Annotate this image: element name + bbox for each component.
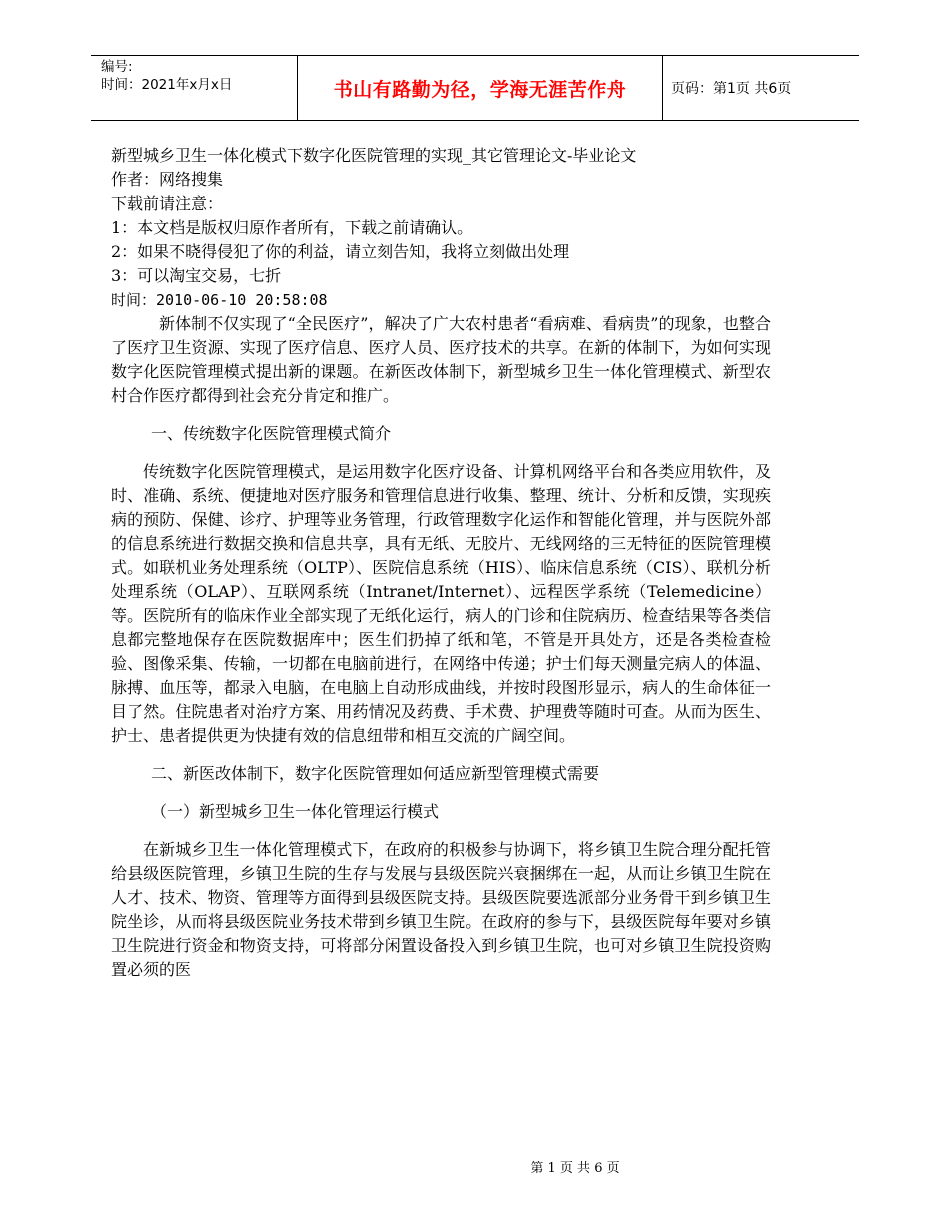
intro-paragraph: 新体制不仅实现了“全民医疗”，解决了广大农村患者“看病难、看病贵”的现象，也整合了医疗卫生资源、实现了医疗信息、医疗人员、医疗技术的共享。在新的体制下，为如何实现数字化医院管理模式提出新的课题。在新医改体制下，新型城乡卫生一体化管理模式、新型农村合作医疗都得到社会充分肯定和推广。 [111, 314, 771, 405]
header-page-info: 页码：第1页 共6页 [671, 81, 792, 97]
header-meta [91, 56, 297, 120]
notice-item-1: 1：本文档是版权归原作者所有，下载之前请确认。 [111, 218, 474, 237]
section-heading-2: 二、新医改体制下，数字化医院管理如何适应新型管理模式需要 [151, 764, 600, 783]
document-title: 新型城乡卫生一体化模式下数字化医院管理的实现_其它管理论文-毕业论文 [111, 146, 637, 165]
header-motto: 书山有路勤为径，学海无涯苦作舟 [333, 78, 627, 101]
footer-page-number: 第 1 页 共 6 页 [530, 1161, 620, 1176]
document-body [111, 144, 771, 982]
notice-item-2: 2：如果不晓得侵犯了你的利益，请立刻告知，我将立刻做出处理 [111, 242, 570, 261]
page-footer [0, 1157, 950, 1176]
subsection-heading-1: （一）新型城乡卫生一体化管理运行模式 [151, 802, 440, 821]
notice-heading: 下载前请注意： [111, 194, 224, 213]
section-1-paragraph: 传统数字化医院管理模式，是运用数字化医疗设备、计算机网络平台和各类应用软件，及时、准确、系统、便捷地对医疗服务和管理信息进行收集、整理、统计、分析和反馈，实现疾病的预防、保健、诊疗、护理等业务管理，行政管理数字化运作和智能化管理，并与医院外部的信息系统进行数据交换和信息共享，具有无纸、无胶片、无线网络的三无特征的医院管理模式。如联机业务处理系统（OLTP）、医院信息系统（HIS）、临床信息系统（CIS）、联机分析处理系统（OLAP）、互联网系统（Intranet/Internet）、远程医学系统（Telemedicine）等。医院所有的临床作业全部实现了无纸化运行，病人的门诊和住院病历、检查结果等各类信息都完整地保存在医院数据库中；医生们扔掉了纸和笔，不管是开具处方，还是各类检查检验、图像采集、传输，一切都在电脑前进行，在网络中传递；护士们每天测量完病人的体温、脉搏、血压等，都录入电脑，在电脑上自动形成曲线，并按时段图形显示，病人的生命体征一目了然。住院患者对治疗方案、用药情况及药费、手术费、护理费等随时可查。从而为医生、护士、患者提供更为快捷有效的信息纽带和相互交流的广阔空间。 [111, 462, 771, 745]
header-motto-cell [297, 56, 663, 120]
section-heading-1: 一、传统数字化医院管理模式简介 [151, 424, 392, 443]
page-header [91, 55, 859, 121]
document-time: 时间：2010-06-10 20:58:08 [111, 291, 328, 309]
document-author: 作者：网络搜集 [111, 170, 224, 189]
document-date: 时间：2021年x月x日 [101, 77, 233, 93]
subsection-1-paragraph: 在新城乡卫生一体化管理模式下，在政府的积极参与协调下，将乡镇卫生院合理分配托管给县级医院管理，乡镇卫生院的生存与发展与县级医院兴衰捆绑在一起，从而让乡镇卫生院在人才、技术、物资、管理等方面得到县级医院支持。县级医院要选派部分业务骨干到乡镇卫生院坐诊，从而将县级医院业务技术带到乡镇卫生院。在政府的参与下，县级医院每年要对乡镇卫生院进行资金和物资支持，可将部分闲置设备投入到乡镇卫生院，也可对乡镇卫生院投资购置必须的医 [111, 840, 771, 979]
document-number-label: 编号: [101, 59, 133, 75]
notice-item-3: 3：可以淘宝交易，七折 [111, 266, 282, 285]
